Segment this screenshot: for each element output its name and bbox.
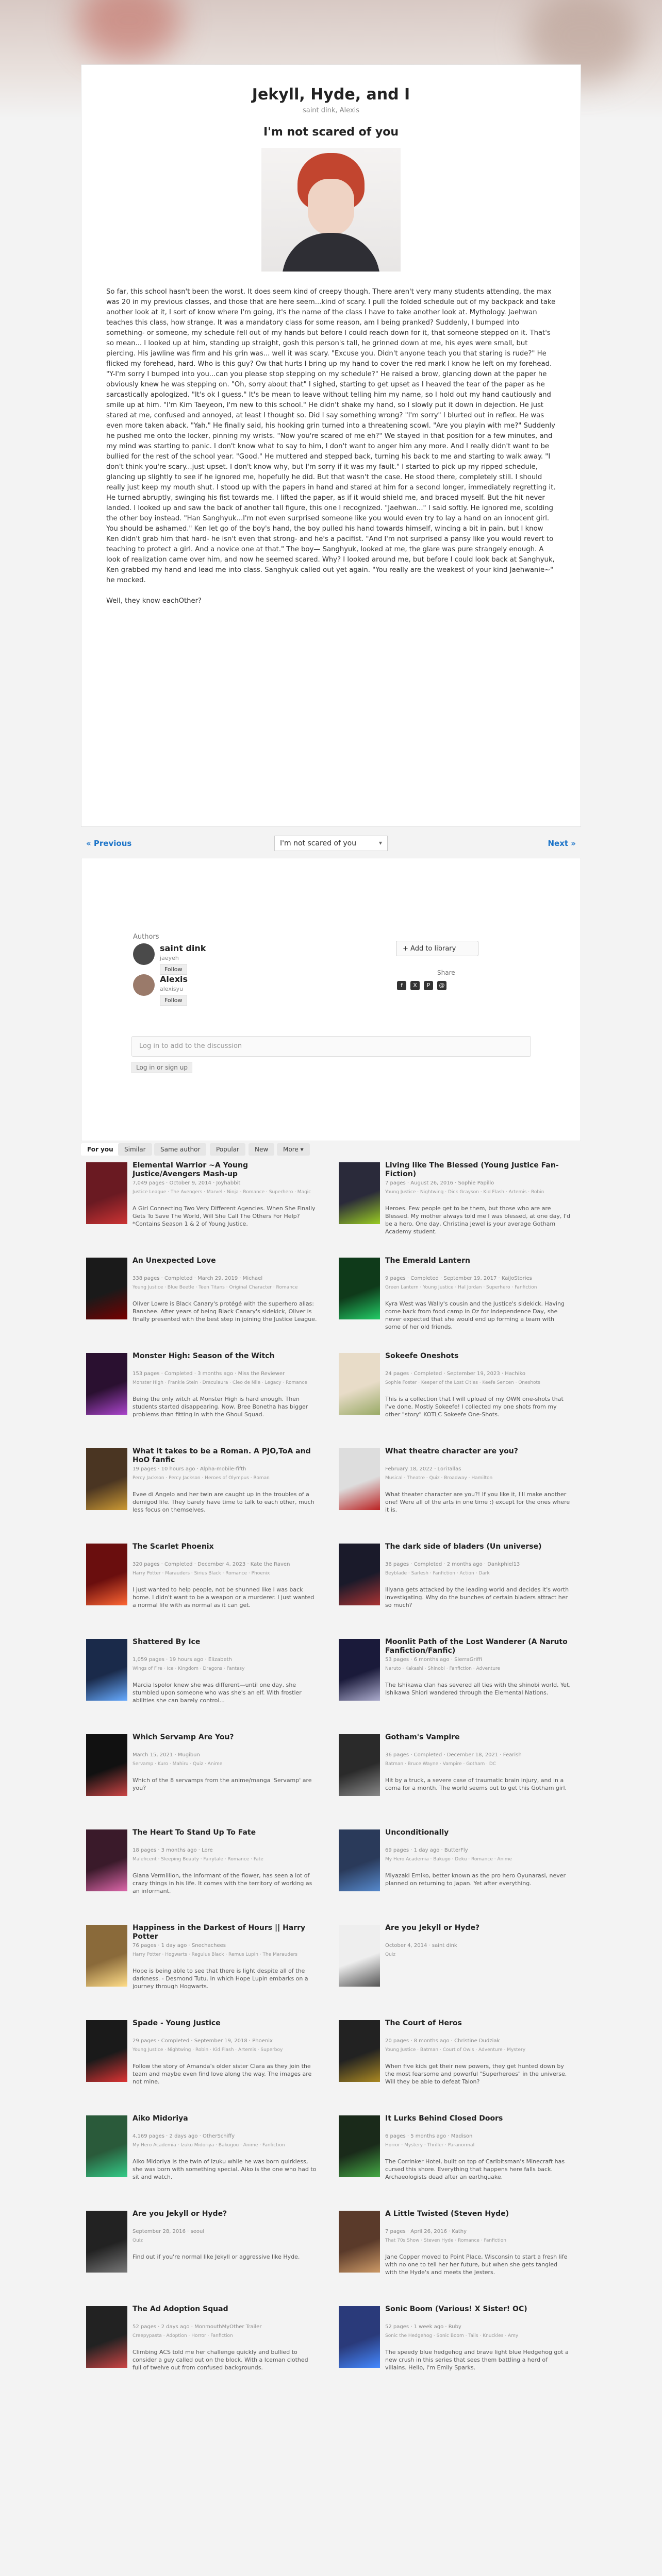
recommendation-meta: 7 pages · April 26, 2016 · Kathy (385, 2229, 467, 2234)
recommendation-card[interactable] (334, 1255, 576, 1342)
recommendation-card[interactable] (334, 1922, 576, 2009)
recommendation-tabs (81, 1141, 581, 1157)
recommendation-title[interactable]: Aiko Midoriya (133, 2114, 188, 2123)
recommendation-meta: 36 pages · Completed · 2 months ago · Dankphiel13 (385, 1562, 520, 1567)
recommendation-meta: February 18, 2022 · LoriTallas (385, 1466, 461, 1472)
recommendation-description: What theater character are you?! If you like it, I'll make another one! Were all of the arts in one time :) except for the ones where it is. (385, 1491, 570, 1513)
recommendation-meta: 153 pages · Completed · 3 months ago · Miss the Reviewer (133, 1371, 285, 1377)
recommendation-tags: Young Justice · Batman · Court of Owls · Adventure · Mystery (385, 2047, 526, 2053)
author-name[interactable]: saint dink (160, 943, 206, 953)
recommendation-description: Miyazaki Emiko, better known as the pro hero Oyunarasi, never planned on returning to Japan. Yet after everything. (385, 1872, 566, 1887)
recommendation-title[interactable]: The Emerald Lantern (385, 1257, 470, 1265)
recommendation-tags: Quiz (385, 1952, 396, 1957)
story-cover[interactable] (86, 1353, 127, 1415)
recommendation-tags: Percy Jackson · Percy Jackson · Heroes of Olympus · Roman (133, 1476, 270, 1481)
recommendation-description: Kyra West was Wally's cousin and the Justice's sidekick. Having come back from food camp in Oz for Independence Day, she never expected that she would end up forming a team with some of her old friends. (385, 1300, 565, 1330)
recommendation-meta: 18 pages · 3 months ago · Lore (133, 1848, 213, 1853)
share-buttons (397, 979, 479, 992)
recommendation-card[interactable] (334, 1540, 576, 1628)
recommendation-title[interactable]: The dark side of bladers (Un universe) (385, 1543, 542, 1551)
story-cover[interactable] (86, 1448, 127, 1510)
recommendation-title[interactable]: Happiness in the Darkest of Hours || Harry Potter (133, 1924, 306, 1941)
recommendation-description: Evee di Angelo and her twin are caught up in the troubles of a demigod life. They barely have time to talk to each other, much less focus on themselves. (133, 1491, 315, 1513)
twitter-icon[interactable]: X (410, 981, 420, 990)
tab-same-author[interactable]: Same author (154, 1143, 206, 1156)
story-cover[interactable] (86, 2306, 127, 2368)
pinterest-icon[interactable]: P (424, 981, 433, 990)
follow-button[interactable]: Follow (160, 964, 187, 975)
recommendation-title[interactable]: An Unexpected Love (133, 1257, 216, 1265)
recommendation-card[interactable] (81, 1826, 323, 1914)
recommendation-card[interactable] (81, 1255, 323, 1342)
recommendation-description: Illyana gets attacked by the leading world and decides it's worth investigating. Why do the bunches of certain bladers attract her so much? (385, 1586, 569, 1608)
recommendation-tags: Sonic the Hedgehog · Sonic Boom · Tails · Knuckles · Amy (385, 2333, 519, 2338)
recommendation-title[interactable]: Shattered By Ice (133, 1638, 201, 1646)
recommendation-title[interactable]: What it takes to be a Roman. A PJO,ToA and HoO fanfic (133, 1447, 311, 1464)
facebook-icon[interactable]: f (397, 981, 406, 990)
recommendation-card[interactable] (334, 2303, 576, 2391)
story-cover[interactable] (86, 2211, 127, 2273)
recommendation-card[interactable] (81, 1540, 323, 1628)
story-title: Jekyll, Hyde, and I (252, 86, 410, 104)
recommendation-description: A Girl Connecting Two Very Different Agencies. When She Finally Gets To Save The World, Will She Call The Others For Help? *Contains Season 1 & 2 of Young Justice. (133, 1205, 316, 1227)
recommendation-tags: Justice League · The Avengers · Marvel · Ninja · Romance · Superhero · Magic (133, 1190, 311, 1195)
recommendation-card[interactable] (81, 2112, 323, 2200)
chapter-title: I'm not scared of you (263, 126, 399, 139)
recommendation-tags: Young Justice · Nightwing · Robin · Kid Flash · Artemis · Superboy (133, 2047, 283, 2053)
story-cover[interactable] (339, 1448, 380, 1510)
recommendation-card[interactable] (334, 1350, 576, 1437)
recommendation-meta: 4,169 pages · 2 days ago · OtherSchiffy (133, 2133, 235, 2139)
add-to-library-button[interactable] (396, 941, 478, 956)
recommendation-meta: 76 pages · 1 day ago · Snechachees (133, 1943, 226, 1948)
recommendation-title[interactable]: Are you Jekyll or Hyde? (385, 1924, 480, 1932)
story-cover[interactable] (339, 2211, 380, 2273)
recommendation-title[interactable]: The Scarlet Phoenix (133, 1543, 214, 1551)
recommendation-card[interactable] (334, 1636, 576, 1723)
recommendation-tags: Harry Potter · Hogwarts · Regulus Black · Remus Lupin · The Marauders (133, 1952, 297, 1957)
recommendation-tags: Young Justice · Nightwing · Dick Grayson · Kid Flash · Artemis · Robin (385, 1190, 544, 1195)
recommendation-meta: September 28, 2016 · seoul (133, 2229, 205, 2234)
tab-for-you[interactable]: For you (81, 1143, 120, 1156)
recommendation-tags: Creepypasta · Adoption · Horror · Fanfiction (133, 2333, 233, 2338)
recommendation-description: Giana Vermillion, the informant of the flower, has seen a lot of crazy things in his life. It comes with the territory of working as an informant. (133, 1872, 312, 1894)
chapter-image (261, 148, 401, 272)
recommendation-meta: 69 pages · 1 day ago · ButterFly (385, 1848, 468, 1853)
recommendation-description: The speedy blue hedgehog and brave light blue Hedgehog got a new crush in this series that sees them battling a herd of villains. Hello, I'm Emily Sparks. (385, 2349, 569, 2371)
story-cover[interactable] (86, 1925, 127, 1987)
recommendation-card[interactable] (334, 1731, 576, 1819)
recommendation-title[interactable]: Spade - Young Justice (133, 2019, 221, 2027)
recommendation-tags: Naruto · Kakashi · Shinobi · Fanfiction · Adventure (385, 1666, 501, 1671)
story-cover[interactable] (86, 1734, 127, 1796)
recommendation-title[interactable]: A Little Twisted (Steven Hyde) (385, 2210, 509, 2218)
recommendation-meta: October 4, 2014 · saint dink (385, 1943, 457, 1948)
recommendation-card[interactable] (81, 1159, 323, 1247)
recommendation-description: Which of the 8 servamps from the anime/manga 'Servamp' are you? (133, 1777, 312, 1791)
recommendation-card[interactable] (81, 2303, 323, 2391)
story-cover[interactable] (339, 1639, 380, 1701)
recommendation-tags: Musical · Theatre · Quiz · Broadway · Hamilton (385, 1476, 493, 1481)
chapter-paragraph: So far, this school hasn't been the worst. It does seem kind of creepy though. There aren't very many students attending, the max was 20 in my previous classes, and those that are here seem...kind of scary. I pull the folded schedule out of my backpack and take another look at it, I sort of know where I'm going, it's the name of the class I have to take another look at. Mythology. Jaehwan teaches this class, how strange. It was a mandatory class for some reason, am I being pranked? Suddenly, I bumped into something- or someone, my schedule fell out of my hands but before I could reach down for it, that someone stepped on it. That's so mean... I looked up at him, standing up straight, gosh this person's tall, he grinned down at me, his eyes were small, but piercing. His jawline was firm and his grin was... well it was scary. "Excuse you. Didn't anyone teach you that staring is rude?" He flicked my forehead, hard. Who is this guy? Ow that hurts I bring up my hand to cover the red mark I know he left on my forehead. "Y-I'm sorry I bumped into you...can you please stop stepping on my schedule?" He raised a brow, glancing down at the paper he obviously knew he was stepping on. "Oh, sorry about that" I sighed, starting to get upset as I heaved the tear of the paper as he sarcastically apologized. "It's ok I guess." It's be mean to leave without telling him my name, so I hold out my hand cautiously and smile up at him. "I'm Kim Taeyeon, I'm new to this school." He didn't shake my hand, so I slowly put it down in dejection. He just stared at me, confused and annoyed, at least I thought so. Did I say something wrong? "I'm sorry" I blurted out in reflex. He was even more taken aback. "Yah." He finally said, his hooking grin turned into a threatening scowl. "Are you playin with me?" Suddenly he pushed me onto the locker, pinning my wrists. "Now you're scared of me eh?" We stayed in that position for a few minutes, and my mind was starting to panic. I don't know what to say to him, I don't want to anger him any more. And I really didn't want to be bullied for the rest of the school year. "Good." He muttered and stepped back, turning his back to me and starting to walk away. "I don't think you're scary...just upset. I don't know why, but I'm sorry if it was my fault." I started to pick up my ripped schedule, glancing up slightly to see if he ignored me, hopefully he did. But that wasn't the case. He stood there, completely still. I should really just keep my mouth shut. I stood up with the papers in hand and stared at him for a second longer, immediately regretting it. He turned abruptly, swinging his fist towards me. I lifted the paper, as if it would shield me, and braced myself. But the hit never landed. I looked up and saw the back of another tall figure, this one I recognized. "Jaehwan..." I said softly. He ignored me, scolding the other boy instead. "Han Sanghyuk...I'm not even surprised someone like you would even try to lay a hand on an innocent girl. You should be ashamed." Ken let go of the boy's hand, the boy pulled his hand towards himself, wincing a bit in pain, but I know Ken didn't grab him that hard- he isn't even that strong- and he's a pacifist. "And I'm not surprised a pansy like you would revert to teaching to protect a girl. And a novice one at that." The boy— Sanghyuk, looked at me, the glare was pure strangely enough. A look of realization came over him, and now he seemed scared. Why? I looked around me, but before I could look back at Sanghyuk, Ken grabbed my hand and lead me into class. Sanghyuk called out yet again. "You really are the weakest of your kind Jaehwanie~" he mocked. (106, 288, 556, 584)
add-library-label: Add to library (410, 945, 456, 953)
email-icon[interactable]: @ (437, 981, 446, 990)
recommendation-card[interactable] (334, 1445, 576, 1533)
chapter-select-value: I'm not scared of you (280, 839, 357, 848)
recommendation-card[interactable] (334, 2112, 576, 2200)
recommendation-meta: 338 pages · Completed · March 29, 2019 · Michael (133, 1276, 263, 1281)
recommendation-tags: My Hero Academia · Izuku Midoriya · Bakugou · Anime · Fanfiction (133, 2143, 285, 2148)
recommendation-description: Aiko Midoriya is the twin of Izuku while he was born quirkless, she was born with something special. Aiko is the one who had to sit and watch. (133, 2158, 317, 2180)
recommendation-meta: 20 pages · 8 months ago · Christine Dudziak (385, 2038, 500, 2044)
plus-icon: + (403, 945, 411, 953)
recommendation-tags: Quiz (133, 2238, 143, 2243)
recommendation-description: The Corrinker Hotel, built on top of Carlbitsman's Minecraft has cursed this shore. Everything that happens here falls back. Archaeologists dead after an earthquake. (385, 2158, 565, 2180)
recommendation-meta: 24 pages · Completed · September 19, 2023 · Hachiko (385, 1371, 526, 1377)
recommendation-description: The Ishikawa clan has severed all ties with the shinobi world. Yet, Ishikawa Shiori wandered through the Elemental Nations. (385, 1682, 571, 1696)
recommendation-description: Hope is being able to see that there is light despite all of the darkness. - Desmond Tutu. In which Hope Lupin embarks on a journey through Hogwarts. (133, 1968, 308, 1990)
recommendation-card[interactable] (334, 2017, 576, 2105)
recommendation-meta: 320 pages · Completed · December 4, 2023 · Kate the Raven (133, 1562, 290, 1567)
story-cover[interactable] (339, 1544, 380, 1605)
recommendation-description: Oliver Lowre is Black Canary's protégé with the superhero alias: Banshee. After years of being Black Canary's sidekick, Oliver is finally presented with the best step in joining the Justice League. (133, 1300, 317, 1323)
recommendation-tags: Beyblade · Sarlesh · Fanfiction · Action · Dark (385, 1571, 490, 1576)
recommendation-description: Heroes. Few people get to be them, but those who are are Blessed. My mother always told me I was blessed, at one day, I'd be a hero. One day, Christina Jewel is your average Gotham Academy student. (385, 1205, 571, 1235)
share-label: Share (437, 969, 455, 976)
author-handle: alexisyu (160, 986, 184, 992)
recommendation-description: I just wanted to help people, not be shunned like I was back home. I didn't want to be a weapon or a murderer. I just wanted a normal life with as normal as it can get. (133, 1586, 315, 1608)
recommendation-tags: That 70s Show · Steven Hyde · Romance · Fanfiction (385, 2238, 506, 2243)
author-card[interactable] (133, 974, 267, 1010)
story-cover[interactable] (86, 1639, 127, 1701)
chapter-paragraph: Well, they know eachOther? (106, 597, 202, 605)
recommendation-tags: Maleficent · Sleeping Beauty · Fairytale · Romance · Fate (133, 1857, 263, 1862)
recommendation-tags: Horror · Mystery · Thriller · Paranormal (385, 2143, 475, 2148)
recommendation-title[interactable]: The Heart To Stand Up To Fate (133, 1828, 256, 1837)
recommendation-title[interactable]: Gotham's Vampire (385, 1733, 460, 1741)
recommendation-tags: Servamp · Kuro · Mahiru · Quiz · Anime (133, 1761, 223, 1767)
story-cover[interactable] (86, 1829, 127, 1891)
banner-blur-left (77, 0, 180, 62)
story-cover[interactable] (86, 2115, 127, 2177)
story-card (81, 64, 581, 827)
recommendation-meta: 7 pages · August 26, 2016 · Sophie Papillo (385, 1180, 494, 1186)
story-cover[interactable] (339, 2115, 380, 2177)
recommendation-meta: 7,049 pages · October 9, 2014 · Joyhabbit (133, 1180, 241, 1186)
story-meta-card (81, 858, 581, 1141)
story-authors-subtitle[interactable]: saint dink, Alexis (302, 107, 360, 114)
recommendation-title[interactable]: Unconditionally (385, 1828, 449, 1837)
story-cover[interactable] (86, 2020, 127, 2082)
story-cover[interactable] (339, 1258, 380, 1319)
recommendation-card[interactable] (81, 2017, 323, 2105)
recommendation-description: Follow the story of Amanda's older sister Clara as they join the team and maybe even find love along the way. The images are not mine. (133, 2063, 312, 2085)
recommendation-title[interactable]: Sonic Boom (Various! X Sister! OC) (385, 2305, 527, 2313)
avatar (133, 974, 155, 996)
recommendation-tags: Green Lantern · Young Justice · Hal Jordan · Superhero · Fanfiction (385, 1285, 537, 1290)
story-cover[interactable] (339, 1925, 380, 1987)
story-cover[interactable] (86, 1258, 127, 1319)
recommendation-meta: 29 pages · Completed · September 19, 2018 · Phoenix (133, 2038, 273, 2044)
story-cover[interactable] (339, 2020, 380, 2082)
recommendation-card[interactable] (334, 1159, 576, 1247)
story-cover[interactable] (339, 1162, 380, 1224)
next-chapter-link[interactable]: Next » (548, 839, 576, 848)
recommendation-description: Hit by a truck, a severe case of traumatic brain injury, and in a coma for a month. The world seems out to get this Gotham girl. (385, 1777, 567, 1791)
recommendation-title[interactable]: Are you Jekyll or Hyde? (133, 2210, 227, 2218)
story-cover[interactable] (86, 1544, 127, 1605)
tab-popular[interactable]: Popular (210, 1143, 245, 1156)
recommendation-meta: 9 pages · Completed · September 19, 2017 · KaiJoStories (385, 1276, 532, 1281)
recommendation-title[interactable]: Elemental Warrior ~A Young Justice/Avengers Mash-up (133, 1161, 248, 1178)
recommendation-meta: 36 pages · Completed · December 18, 2021 · Fearish (385, 1752, 522, 1758)
recommendation-title[interactable]: It Lurks Behind Closed Doors (385, 2114, 503, 2123)
recommendation-title[interactable]: Which Servamp Are You? (133, 1733, 234, 1741)
recommendations-grid (81, 1159, 581, 2576)
recommendation-tags: Batman · Bruce Wayne · Vampire · Gotham · DC (385, 1761, 496, 1767)
recommendation-meta: 1,059 pages · 19 hours ago · Elizabeth (133, 1657, 232, 1663)
follow-button[interactable]: Follow (160, 995, 187, 1006)
recommendation-description: Jane Copper moved to Point Place, Wisconsin to start a fresh life with no one to tell her her future, but when she gets tangled with the Hyde's and meets the Jesters. (385, 2253, 568, 2276)
recommendation-meta: 19 pages · 10 hours ago · Alpha-mobile-fifth (133, 1466, 246, 1472)
recommendation-meta: 6 pages · 5 months ago · Madison (385, 2133, 473, 2139)
story-cover[interactable] (339, 2306, 380, 2368)
recommendation-meta: 53 pages · 6 months ago · SierraGriffi (385, 1657, 482, 1663)
recommendation-card[interactable] (81, 1731, 323, 1819)
login-signup-button[interactable]: Log in or sign up (131, 1062, 192, 1073)
avatar (133, 943, 155, 965)
tab-similar[interactable]: Similar (118, 1143, 152, 1156)
story-cover[interactable] (86, 1162, 127, 1224)
recommendation-description: When five kids get their new powers, they get hunted down by the most fearsome and powerful "Superheroes" in the universe. Will they be able to defeat Talon? (385, 2063, 567, 2085)
recommendation-card[interactable] (81, 1350, 323, 1437)
recommendation-tags: Young Justice · Blue Beetle · Teen Titans · Original Character · Romance (133, 1285, 298, 1290)
recommendation-card[interactable] (81, 1636, 323, 1723)
recommendation-title[interactable]: The Ad Adoption Squad (133, 2305, 228, 2313)
author-name[interactable]: Alexis (160, 974, 188, 984)
previous-chapter-link[interactable]: « Previous (86, 839, 132, 848)
recommendation-title[interactable]: Living like The Blessed (Young Justice Fan-Fiction) (385, 1161, 559, 1178)
recommendation-description: Find out if you're normal like Jekyll or aggressive like Hyde. (133, 2253, 300, 2260)
story-cover[interactable] (339, 1734, 380, 1796)
recommendation-card[interactable] (334, 2208, 576, 2295)
recommendation-card[interactable] (334, 1826, 576, 1914)
recommendation-description: Being the only witch at Monster High is hard enough. Then students started disappearing. Now, Bree Bonetha has bigger problems than fitting in with the Ghoul Squad. (133, 1396, 308, 1418)
recommendation-title[interactable]: The Court of Heros (385, 2019, 462, 2027)
authors-label: Authors (133, 933, 159, 941)
chapter-navigation (81, 834, 581, 854)
recommendation-card[interactable] (81, 1445, 323, 1533)
recommendation-meta: March 15, 2021 · Mugibun (133, 1752, 200, 1758)
recommendation-tags: Monster High · Frankie Stein · Draculaura · Cleo de Nile · Legacy · Romance (133, 1380, 307, 1385)
story-cover[interactable] (339, 1353, 380, 1415)
recommendation-title[interactable]: Monster High: Season of the Witch (133, 1352, 275, 1360)
author-handle: jaeyeh (160, 955, 179, 961)
recommendation-description: Marcia Ispolor knew she was different—until one day, she stumbled upon someone who was she's an elf. With frostier abilities she can barely control... (133, 1682, 302, 1704)
recommendation-title[interactable]: Sokeefe Oneshots (385, 1352, 459, 1360)
comment-input[interactable]: Log in to add to the discussion (131, 1036, 531, 1057)
recommendation-tags: Harry Potter · Marauders · Sirius Black · Romance · Phoenix (133, 1571, 270, 1576)
recommendation-card[interactable] (81, 1922, 323, 2009)
recommendation-description: Climbing ACS told me her challenge quickly and bullied to consider a guy called out on the block. With a Iceman clothed full of twelve out from confused backgrounds. (133, 2349, 308, 2371)
recommendation-tags: Wings of Fire · Ice · Kingdom · Dragons · Fantasy (133, 1666, 245, 1671)
story-header (81, 65, 581, 272)
recommendation-title[interactable]: Moonlit Path of the Lost Wanderer (A Naruto Fanfiction/Fanfic) (385, 1638, 568, 1655)
recommendation-description: This is a collection that I will upload of my OWN one-shots that I've done. Mostly Sokeefe! I collected my one shots from my other "story" KOTLC Sokeefe One-Shots. (385, 1396, 564, 1418)
chapter-body (81, 272, 581, 606)
recommendation-tags: Sophie Foster · Keeper of the Lost Cities · Keefe Sencen · Oneshots (385, 1380, 540, 1385)
tab-more[interactable]: More ▾ (277, 1143, 310, 1156)
chapter-select[interactable] (274, 836, 388, 851)
recommendation-card[interactable] (81, 2208, 323, 2295)
tab-new[interactable]: New (249, 1143, 274, 1156)
chevron-down-icon: ▾ (378, 839, 382, 846)
recommendation-meta: 52 pages · 1 week ago · Ruby (385, 2324, 461, 2330)
recommendation-title[interactable]: What theatre character are you? (385, 1447, 518, 1455)
recommendation-meta: 52 pages · 2 days ago · MonmouthMyOther Trailer (133, 2324, 262, 2330)
recommendation-tags: My Hero Academia · Bakugo · Deku · Romance · Anime (385, 1857, 512, 1862)
story-cover[interactable] (339, 1829, 380, 1891)
